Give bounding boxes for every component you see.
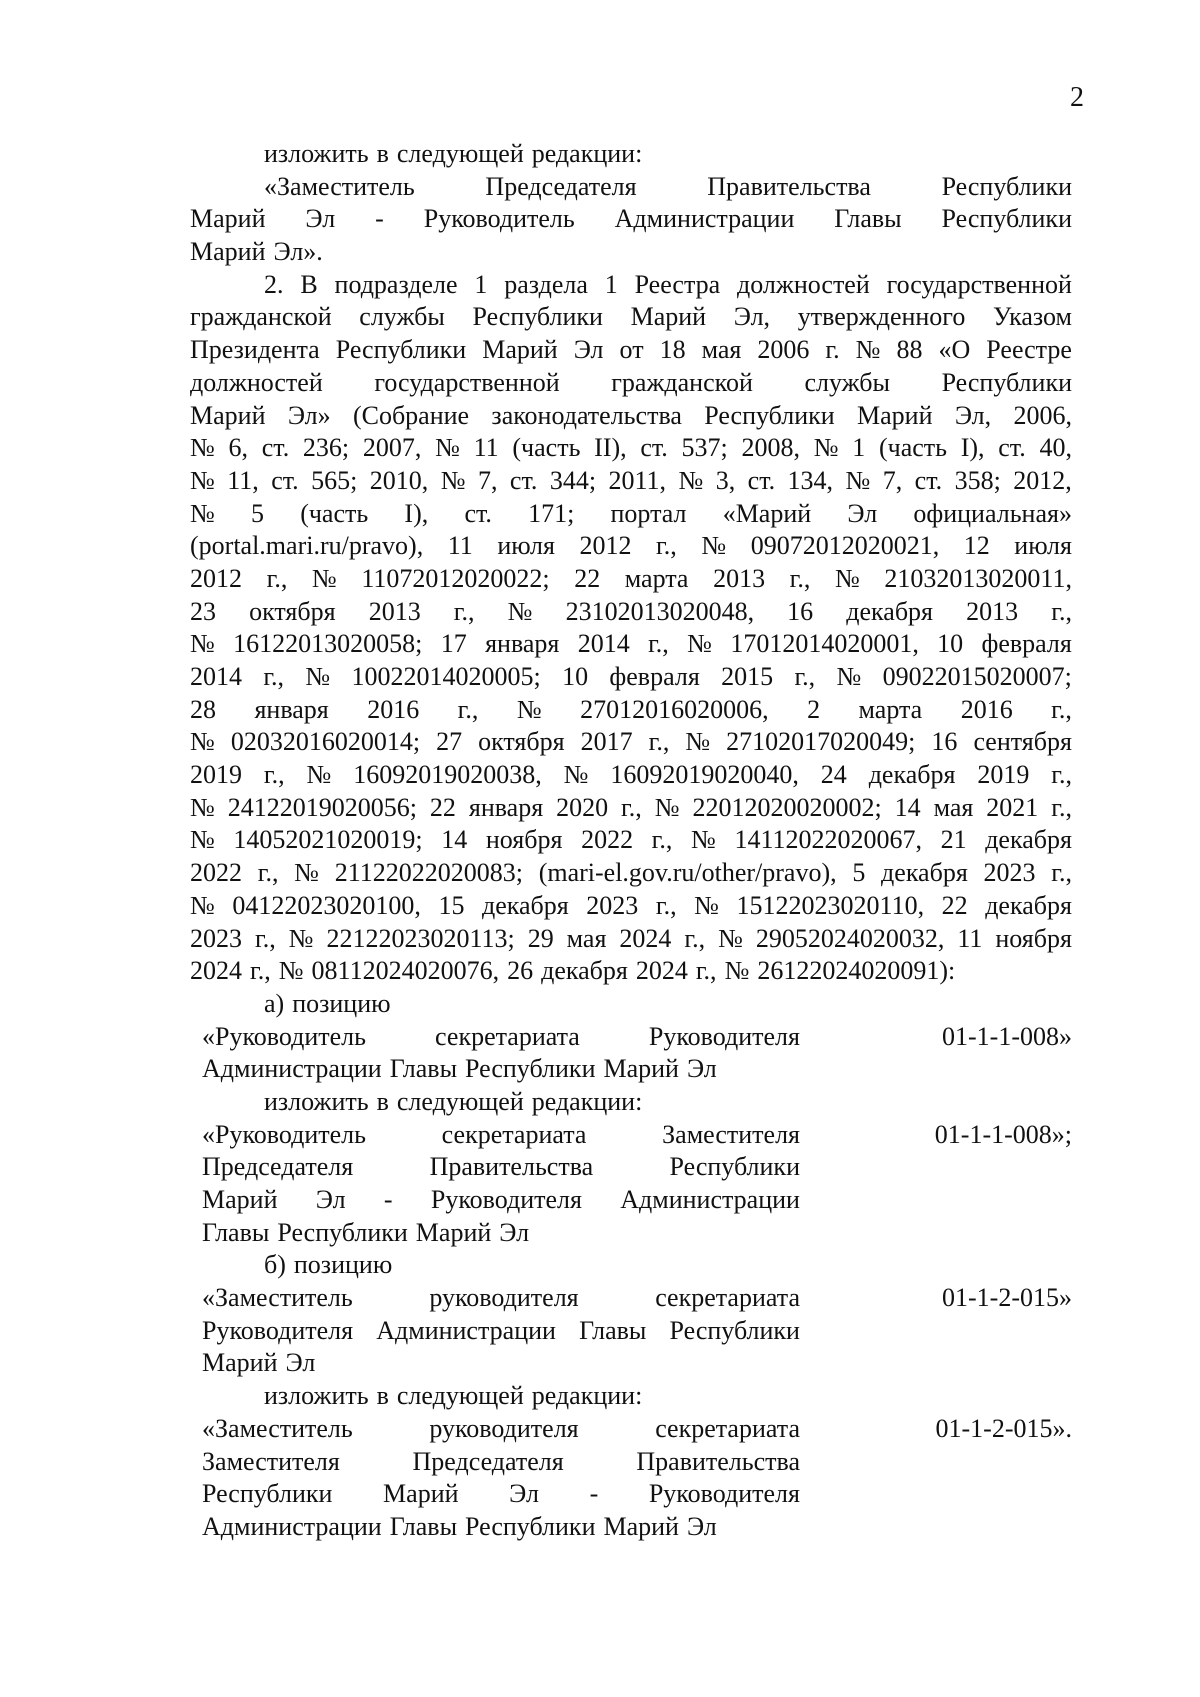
registry-position: [190, 1119, 1072, 1250]
position-title-line: Главы Республики Марий Эл: [202, 1217, 530, 1247]
text-line: изложить в следующей редакции:: [264, 139, 643, 168]
position-title: [202, 1119, 800, 1250]
text-line: а) позицию: [264, 988, 391, 1018]
position-title-line: «Руководитель секретариата Заместителя: [202, 1119, 800, 1149]
text-line: № 5 (часть I), ст. 171; портал «Марий Эл официальная»: [190, 498, 1072, 528]
text-line: № 16122013020058; 17 января 2014 г., № 17012014020001, 10 февраля: [190, 629, 1072, 659]
text-line: 2024 г., № 08112024020076, 26 декабря 2024 г., № 26122024020091):: [190, 956, 956, 986]
position-title-line: «Заместитель руководителя секретариата: [202, 1413, 800, 1443]
document-body: [190, 138, 1072, 1544]
position-title-line: Республики Марий Эл - Руководителя: [202, 1479, 800, 1509]
position-title-line: Администрации Главы Республики Марий Эл: [202, 1511, 717, 1541]
position-title-line: «Заместитель руководителя секретариата: [202, 1283, 800, 1313]
registry-position: [190, 1021, 1072, 1086]
text-line: Марий Эл - Руководитель Администрации Главы Республики: [190, 204, 1072, 234]
text-line: Президента Республики Марий Эл от 18 мая 2006 г. № 88 «О Реестре: [190, 335, 1072, 365]
position-code: 01-1-2-015».: [935, 1413, 1072, 1443]
text-line: № 02032016020014; 27 октября 2017 г., № 27102017020049; 16 сентября: [190, 727, 1072, 757]
position-title: [202, 1021, 800, 1086]
position-code: 01-1-2-015»: [942, 1283, 1072, 1313]
registry-position: [190, 1282, 1072, 1380]
position-title: [202, 1413, 800, 1544]
text-line: № 04122023020100, 15 декабря 2023 г., № 15122023020110, 22 декабря: [190, 890, 1072, 920]
position-title-line: Председателя Правительства Республики: [202, 1152, 800, 1182]
position-title-line: «Руководитель секретариата Руководителя: [202, 1021, 800, 1051]
position-code: 01-1-1-008»: [942, 1021, 1072, 1051]
text-line: Марий Эл».: [190, 237, 323, 267]
text-line: 2014 г., № 10022014020005; 10 февраля 2015 г., № 09022015020007;: [190, 662, 1072, 691]
text-line: № 6, ст. 236; 2007, № 11 (часть II), ст. 537; 2008, № 1 (часть I), ст. 40,: [190, 433, 1072, 463]
text-line: 2. В подразделе 1 раздела 1 Реестра должностей государственной: [264, 269, 1072, 299]
text-line: «Заместитель Председателя Правительства Республики: [264, 171, 1072, 201]
position-title: [202, 1282, 800, 1380]
text-line: 2012 г., № 11072012020022; 22 марта 2013 г., № 21032013020011,: [190, 563, 1072, 593]
position-title-line: Руководителя Администрации Главы Республики: [202, 1315, 800, 1345]
position-title-line: Марий Эл: [202, 1348, 316, 1378]
registry-position: [190, 1413, 1072, 1544]
text-line: № 14052021020019; 14 ноября 2022 г., № 14112022020067, 21 декабря: [190, 825, 1072, 855]
text-line: (portal.mari.ru/pravo), 11 июля 2012 г., № 09072012020021, 12 июля: [190, 531, 1072, 561]
text-line: гражданской службы Республики Марий Эл, утвержденного Указом: [190, 302, 1072, 332]
text-line: изложить в следующей редакции:: [264, 1381, 643, 1411]
text-line: изложить в следующей редакции:: [264, 1086, 643, 1116]
position-title-line: Администрации Главы Республики Марий Эл: [202, 1054, 717, 1084]
text-line: 2019 г., № 16092019020038, № 16092019020040, 24 декабря 2019 г.,: [190, 760, 1072, 790]
text-line: 23 октября 2013 г., № 23102013020048, 16 декабря 2013 г.,: [190, 596, 1072, 626]
text-line: б) позицию: [264, 1250, 393, 1280]
text-line: 28 января 2016 г., № 27012016020006, 2 марта 2016 г.,: [190, 694, 1072, 724]
page-number: 2: [1070, 82, 1084, 113]
text-line: № 11, ст. 565; 2010, № 7, ст. 344; 2011, № 3, ст. 134, № 7, ст. 358; 2012,: [190, 465, 1072, 495]
text-line: № 24122019020056; 22 января 2020 г., № 22012020020002; 14 мая 2021 г.,: [190, 792, 1072, 822]
position-code: 01-1-1-008»;: [934, 1119, 1072, 1149]
position-title-line: Марий Эл - Руководителя Администрации: [202, 1185, 800, 1214]
position-title-line: Заместителя Председателя Правительства: [202, 1446, 800, 1476]
text-line: 2022 г., № 21122022020083; (mari-el.gov.ru/other/pravo), 5 декабря 2023 г.,: [190, 858, 1072, 888]
text-line: 2023 г., № 22122023020113; 29 мая 2024 г., № 29052024020032, 11 ноября: [190, 923, 1072, 953]
text-line: должностей государственной гражданской службы Республики: [190, 367, 1072, 397]
text-line: Марий Эл» (Собрание законодательства Республики Марий Эл, 2006,: [190, 400, 1072, 430]
